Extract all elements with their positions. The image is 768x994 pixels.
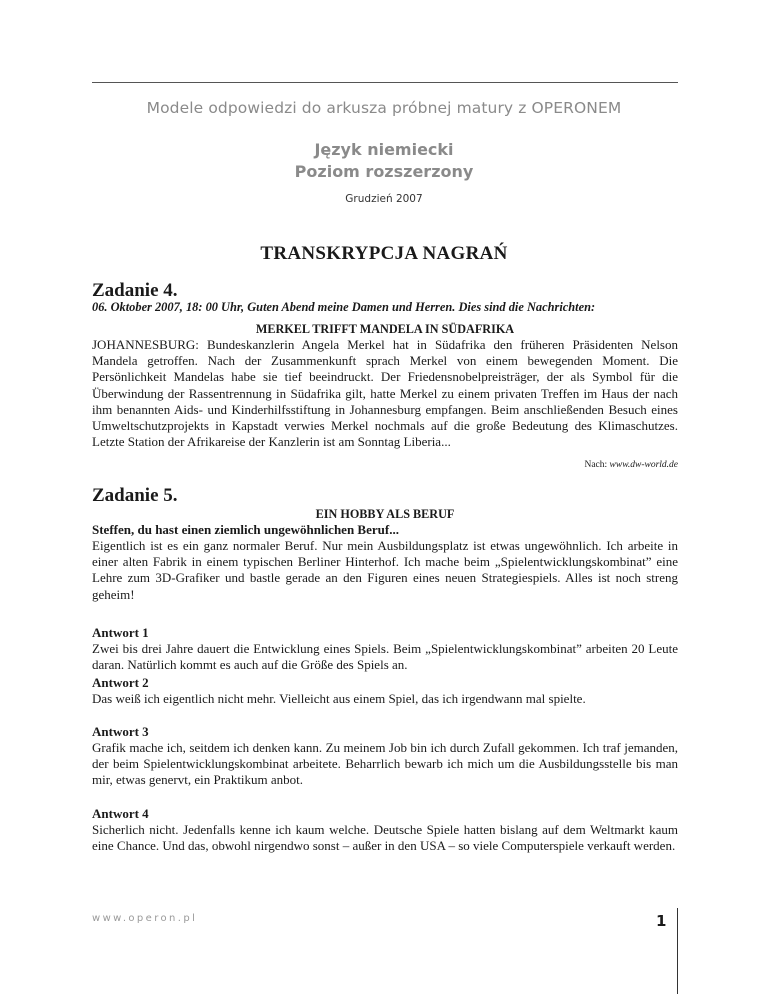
page-number-rule xyxy=(677,908,678,994)
news-text: JOHANNESBURG: Bundeskanzlerin Angela Merkel hat in Südafrika den früheren Präsidenten Nelson Mandela getroffen. Nach der Zusammenkunft sprach Merkel von einem bewegenden Moment. Die Persönlichkeit Mandelas habe sie tief beeindruckt. Der Friedensnobelpreisträger, der als Symbol für die Überwindung der Rassentrennung in Südafrika gilt, hatte Merkel zu einem privaten Treffen im Haus der nach ihm benannten Aids- und Kinderhilfsstiftung in Johannesburg empfangen. Beim anschließenden Besuch eines Umweltschutzprojekts in Kapstadt verwies Merkel nochmals auf die große Bedeutung des Klimaschutzes. Letzte Station der Afrikareise der Kanzlerin ist am Sonntag Liberia... xyxy=(92,337,678,450)
answer-2-text: Das weiß ich eigentlich nicht mehr. Vielleicht aus einem Spiel, das ich irgendwann mal spielte. xyxy=(92,691,586,706)
subject-title: Język niemiecki xyxy=(314,140,454,159)
source-link[interactable]: www.dw-world.de xyxy=(609,460,678,470)
interview-intro-text: Eigentlich ist es ein ganz normaler Beruf. Nur mein Ausbildungsplatz ist etwas ungewöhnlich. Ich arbeite in einer alten Fabrik in einem typischen Berliner Hinterhof. Ich mache beim „Spielentwicklungskombinat” eine Lehre zum 3D-Grafiker und bastle gerade an den Figuren eines neuen Strategiespiels. Alles ist noch streng geheim! xyxy=(92,538,678,602)
source-note xyxy=(92,460,678,470)
answer-1-label: Antwort 1 xyxy=(92,625,149,640)
task-4-intro: 06. Oktober 2007, 18: 00 Uhr, Guten Abend meine Damen und Herren. Dies sind die Nachrichten: xyxy=(92,300,596,314)
task-4-heading: Zadanie 4. xyxy=(92,280,178,301)
answer-4-text: Sicherlich nicht. Jedenfalls kenne ich kaum welche. Deutsche Spiele hatten bislang auf dem Weltmarkt kaum eine Chance. Und das, obwohl nirgendwo sonst – außer in den USA – so viele Computerspiele verkauft werden. xyxy=(92,822,678,854)
answer-4-label: Antwort 4 xyxy=(92,806,149,821)
source-prefix: Nach: xyxy=(584,460,610,470)
level-title: Poziom rozszerzony xyxy=(294,162,474,181)
series-title: Modele odpowiedzi do arkusza próbnej matury z OPERONEM xyxy=(146,99,622,117)
answer-2-label: Antwort 2 xyxy=(92,675,149,690)
task-5-heading: Zadanie 5. xyxy=(92,485,178,506)
page-number: 1 xyxy=(656,912,667,930)
answer-1-text: Zwei bis drei Jahre dauert die Entwicklung eines Spiels. Beim „Spielentwicklungskombinat” arbeiten 20 Leute daran. Natürlich kommt es auch auf die Größe des Spiels an. xyxy=(92,641,678,673)
interview-question: Steffen, du hast einen ziemlich ungewöhnlichen Beruf... xyxy=(92,522,399,537)
footer-url[interactable]: www.operon.pl xyxy=(92,913,198,924)
document-date: Grudzień 2007 xyxy=(345,193,423,205)
header-rule xyxy=(92,82,678,83)
answer-3-label: Antwort 3 xyxy=(92,724,149,739)
interview-title: EIN HOBBY ALS BERUF xyxy=(315,507,455,521)
page-title: TRANSKRYPCJA NAGRAŃ xyxy=(260,243,508,264)
news-title: MERKEL TRIFFT MANDELA IN SÜDAFRIKA xyxy=(255,322,515,336)
answer-3-text: Grafik mache ich, seitdem ich denken kann. Zu meinem Job bin ich durch Zufall gekommen. Ich traf jemanden, der beim Spielentwicklungskombinat arbeitete. Beharrlich bewarb ich mich um die Ausbildungsstelle bis man mir, etwas genervt, ein Praktikum anbot. xyxy=(92,740,678,788)
